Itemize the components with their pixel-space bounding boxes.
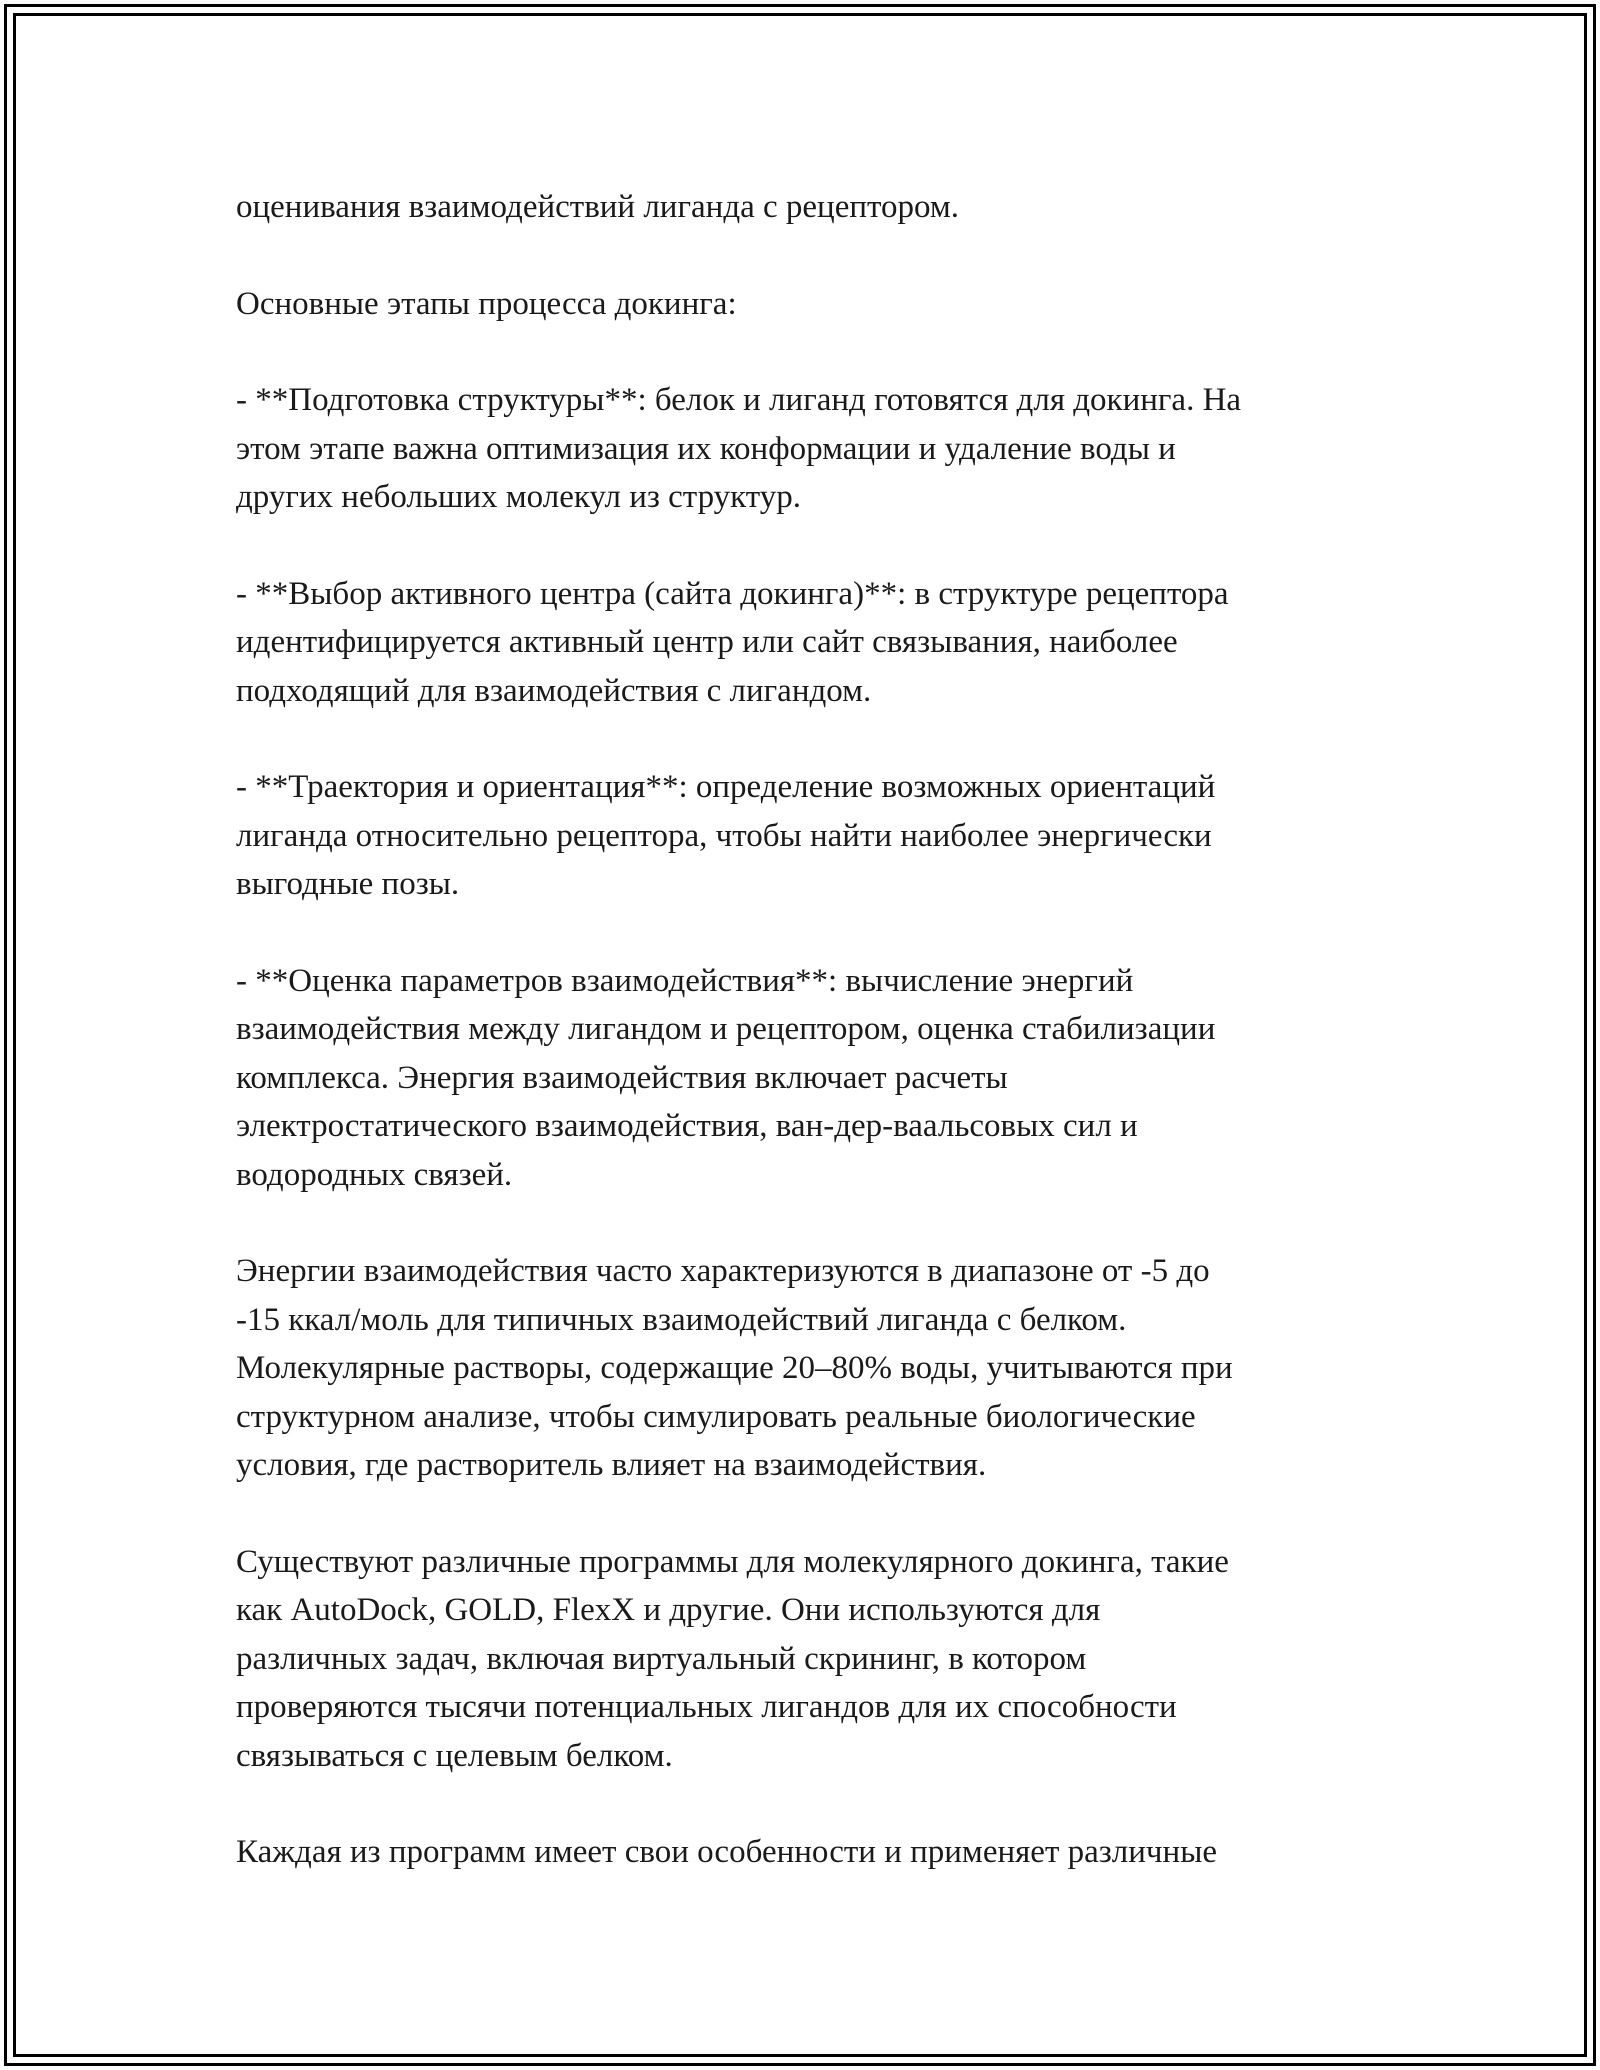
list-item-structure-preparation: - **Подготовка структуры**: белок и лиганд готовятся для докинга. На этом этапе важна оптимизация их конформации и удаление воды и других небольших молекул из структур. — [236, 382, 1242, 515]
document-body — [236, 183, 1366, 1925]
list-item-active-site-selection: - **Выбор активного центра (сайта докинга)**: в структуре рецептора идентифицируется активный центр или сайт связывания, наиболее подходящий для взаимодействия с лигандом. — [236, 575, 1229, 709]
list-item-trajectory-orientation: - **Траектория и ориентация**: определение возможных ориентаций лиганда относительно рецептора, чтобы найти наиболее энергически выгодные позы. — [236, 769, 1216, 902]
paragraph-docking-programs: Существуют различные программы для молекулярного докинга, такие как AutoDock, GOLD, FlexX и другие. Они используются для различных задач, включая виртуальный скрининг, в котором проверяются тысячи потенциальных лигандов для их способности связываться с целевым белком. — [236, 1543, 1229, 1774]
paragraph-interaction-energies: Энергии взаимодействия часто характеризуются в диапазоне от -5 до -15 ккал/моль для типичных взаимодействий лиганда с белком. Молекулярные растворы, содержащие 20–80% воды, учитываются при структурном анализе, чтобы симулировать реальные биологические условия, где растворитель влияет на взаимодействия. — [236, 1253, 1233, 1483]
list-item-interaction-evaluation: - **Оценка параметров взаимодействия**: вычисление энергий взаимодействия между лигандом и рецептором, оценка стабилизации комплекса. Энергия взаимодействия включает расчеты электростатического взаимодействия, ван-дер-ваальсовых сил и водородных связей. — [236, 962, 1216, 1193]
paragraph-intro-fragment: оценивания взаимодействий лиганда с рецептором. — [236, 189, 960, 225]
paragraph-program-features: Каждая из программ имеет свои особенности и применяет различные — [236, 1834, 1218, 1870]
paragraph-docking-stages-heading: Основные этапы процесса докинга: — [236, 285, 737, 322]
